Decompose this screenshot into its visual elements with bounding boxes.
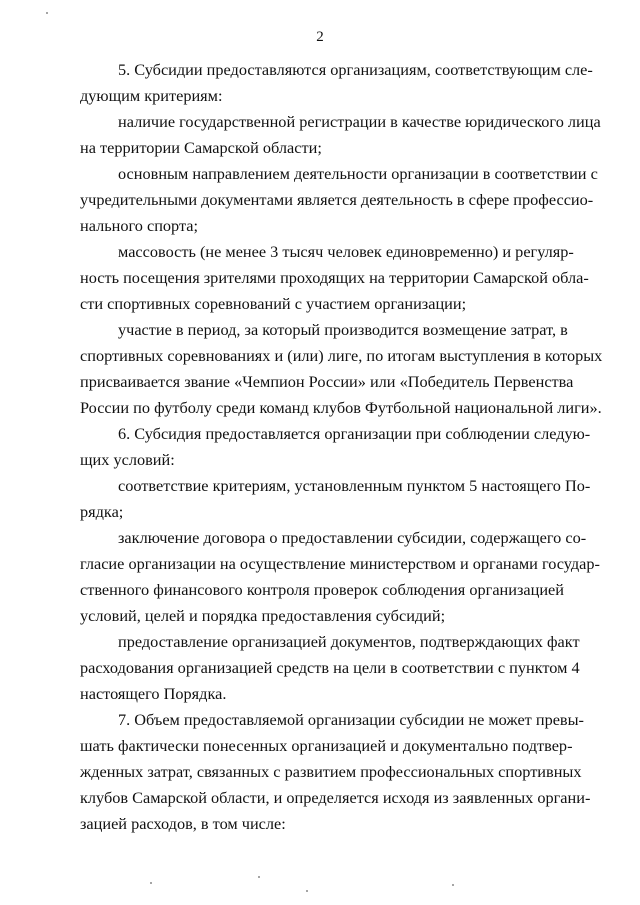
text-line: соответствие критериям, установленным пунктом 5 настоящего По- bbox=[118, 476, 591, 495]
text-line: сти спортивных соревнований с участием организации; bbox=[80, 294, 467, 313]
text-line: зацией расходов, в том числе: bbox=[80, 814, 286, 833]
text-line: настоящего Порядка. bbox=[80, 684, 227, 703]
text-line: нального спорта; bbox=[80, 216, 199, 235]
text-line: России по футболу среди команд клубов Футбольной национальной лиги». bbox=[80, 398, 602, 417]
text-line: ность посещения зрителями проходящих на территории Самарской обла- bbox=[80, 268, 589, 287]
scan-speck bbox=[306, 890, 308, 892]
text-line: жденных затрат, связанных с развитием профессиональных спортивных bbox=[80, 762, 582, 781]
text-line: спортивных соревнованиях и (или) лиге, по итогам выступления в которых bbox=[80, 346, 603, 365]
text-line: предоставление организацией документов, подтверждающих факт bbox=[118, 632, 580, 651]
scan-speck bbox=[46, 12, 48, 14]
text-line: ственного финансового контроля проверок соблюдения организацией bbox=[80, 580, 564, 599]
text-line: участие в период, за который производится возмещение затрат, в bbox=[118, 320, 568, 339]
text-line: щих условий: bbox=[80, 450, 175, 469]
text-line: условий, целей и порядка предоставления субсидий; bbox=[80, 606, 446, 625]
page-number: 2 bbox=[316, 29, 324, 45]
text-line: 6. Субсидия предоставляется организации при соблюдении следую- bbox=[118, 424, 591, 443]
text-line: шать фактически понесенных организацией и документально подтвер- bbox=[80, 736, 573, 755]
text-line: массовость (не менее 3 тысяч человек единовременно) и регуляр- bbox=[118, 242, 574, 261]
text-line: 7. Объем предоставляемой организации субсидии не может превы- bbox=[118, 710, 584, 729]
text-line: присваивается звание «Чемпион России» или «Победитель Первенства bbox=[80, 372, 574, 391]
text-line: дующим критериям: bbox=[80, 86, 223, 105]
text-line: рядка; bbox=[80, 502, 124, 521]
scan-speck bbox=[258, 876, 260, 878]
scan-speck bbox=[452, 884, 454, 886]
scan-speck bbox=[150, 882, 152, 884]
text-line: гласие организации на осуществление министерством и органами государ- bbox=[80, 554, 600, 573]
text-line: 5. Субсидии предоставляются организациям, соответствующим сле- bbox=[118, 60, 593, 79]
text-line: заключение договора о предоставлении субсидии, содержащего со- bbox=[118, 528, 587, 547]
text-line: учредительными документами является деятельность в сфере профессио- bbox=[80, 190, 594, 209]
text-line: на территории Самарской области; bbox=[80, 138, 322, 157]
text-line: основным направлением деятельности организации в соответствии с bbox=[118, 164, 598, 183]
text-line: расходования организацией средств на цели в соответствии с пунктом 4 bbox=[80, 658, 580, 677]
text-line: клубов Самарской области, и определяется исходя из заявленных органи- bbox=[80, 788, 591, 807]
text-line: наличие государственной регистрации в качестве юридического лица bbox=[118, 112, 601, 131]
